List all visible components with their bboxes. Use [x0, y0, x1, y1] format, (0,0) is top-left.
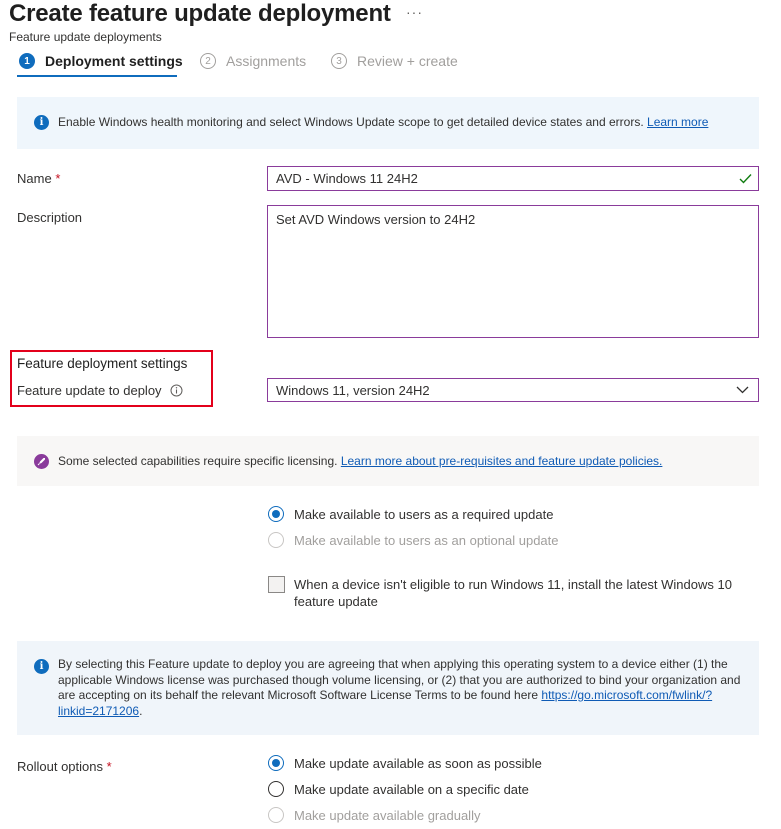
license-line-4: [58, 704, 740, 720]
description-textarea[interactable]: [267, 205, 759, 338]
radio-checked[interactable]: [268, 755, 284, 771]
win10-fallback-checkbox[interactable]: [268, 576, 285, 593]
name-label: [17, 171, 60, 186]
optional-update-option: [268, 532, 559, 548]
feature-update-value: Windows 11, version 24H2: [276, 382, 430, 398]
win10-fallback-label: [294, 576, 732, 610]
radio-disabled: [268, 532, 284, 548]
more-options-icon[interactable]: ···: [406, 4, 423, 20]
licensing-learn-more-link[interactable]: Learn more about pre-requisites and feature update policies.: [340, 454, 663, 468]
chevron-down-icon: [736, 386, 749, 394]
license-line-3-text: are accepting on its behalf the relevant Microsoft Software License Terms to be found here: [58, 688, 539, 702]
highlight-box: [10, 350, 213, 407]
license-terms-link-continued[interactable]: linkid=2171206: [58, 703, 140, 718]
required-update-label: Make available to users as a required update: [294, 506, 554, 522]
rollout-options-label: [17, 759, 112, 774]
checkmark-icon: [739, 173, 752, 184]
rollout-gradual-option: [268, 807, 480, 823]
rollout-asap-option[interactable]: [268, 755, 542, 771]
required-asterisk: *: [106, 759, 112, 774]
active-tab-indicator: [17, 75, 177, 77]
rollout-gradual-label: Make update available gradually: [294, 807, 481, 823]
page-title: Create feature update deployment: [9, 0, 391, 27]
rollout-label-text: Rollout options: [17, 759, 103, 774]
win10-fallback-line1: When a device isn't eligible to run Windows 11, install the latest Windows 10: [294, 577, 732, 592]
info-icon: i: [34, 115, 49, 130]
license-line-3: [58, 688, 740, 704]
licensing-text: [58, 454, 662, 470]
tab-review-create[interactable]: [331, 52, 458, 70]
feature-update-dropdown[interactable]: [267, 378, 759, 402]
step-number-1: 1: [19, 53, 35, 69]
health-monitoring-banner: [17, 97, 759, 149]
step-number-3: 3: [331, 53, 347, 69]
tab-label: Assignments: [226, 53, 307, 69]
tab-assignments[interactable]: [200, 52, 306, 70]
optional-update-label: Make available to users as an optional update: [294, 532, 559, 548]
section-heading: Feature deployment settings: [17, 356, 188, 371]
health-banner-message: Enable Windows health monitoring and select Windows Update scope to get detailed device states and errors.: [58, 115, 644, 129]
required-asterisk: *: [55, 171, 61, 186]
license-period: .: [139, 703, 143, 718]
tab-label: Review + create: [357, 53, 458, 69]
radio-disabled: [268, 807, 284, 823]
feature-update-label-text: Feature update to deploy: [17, 383, 162, 398]
description-label: Description: [17, 210, 83, 225]
license-notice: [17, 641, 759, 735]
learn-more-link[interactable]: Learn more: [647, 115, 709, 129]
tab-deployment-settings[interactable]: [19, 52, 183, 70]
license-line-1: By selecting this Feature update to deploy you are agreeing that when applying this operating system to a device either (1) the: [58, 657, 728, 671]
licensing-message: Some selected capabilities require specific licensing.: [58, 454, 338, 468]
name-input[interactable]: [267, 166, 759, 191]
tab-label: Deployment settings: [45, 53, 183, 69]
info-icon: i: [34, 659, 49, 674]
breadcrumb[interactable]: Feature update deployments: [9, 30, 162, 44]
rollout-asap-label: Make update available as soon as possible: [294, 755, 542, 771]
step-number-2: 2: [200, 53, 216, 69]
license-line-2: applicable Windows license was purchased though volume licensing, or (2) that you are authorized to bind your organization and: [58, 672, 741, 687]
license-notice-text: [58, 657, 740, 719]
rollout-date-label: Make update available on a specific date: [294, 781, 529, 797]
required-update-option[interactable]: [268, 506, 553, 522]
rocket-icon: [34, 454, 49, 469]
radio-checked[interactable]: [268, 506, 284, 522]
health-banner-text: [58, 115, 708, 131]
licensing-banner: [17, 436, 759, 486]
name-label-text: Name: [17, 171, 52, 186]
name-input-value: AVD - Windows 11 24H2: [276, 171, 418, 186]
win10-fallback-line2: feature update: [294, 594, 378, 609]
description-value: Set AVD Windows version to 24H2: [276, 212, 476, 227]
license-terms-link[interactable]: https://go.microsoft.com/fwlink/?: [541, 688, 713, 702]
radio-unchecked[interactable]: [268, 781, 284, 797]
rollout-date-option[interactable]: [268, 781, 529, 797]
